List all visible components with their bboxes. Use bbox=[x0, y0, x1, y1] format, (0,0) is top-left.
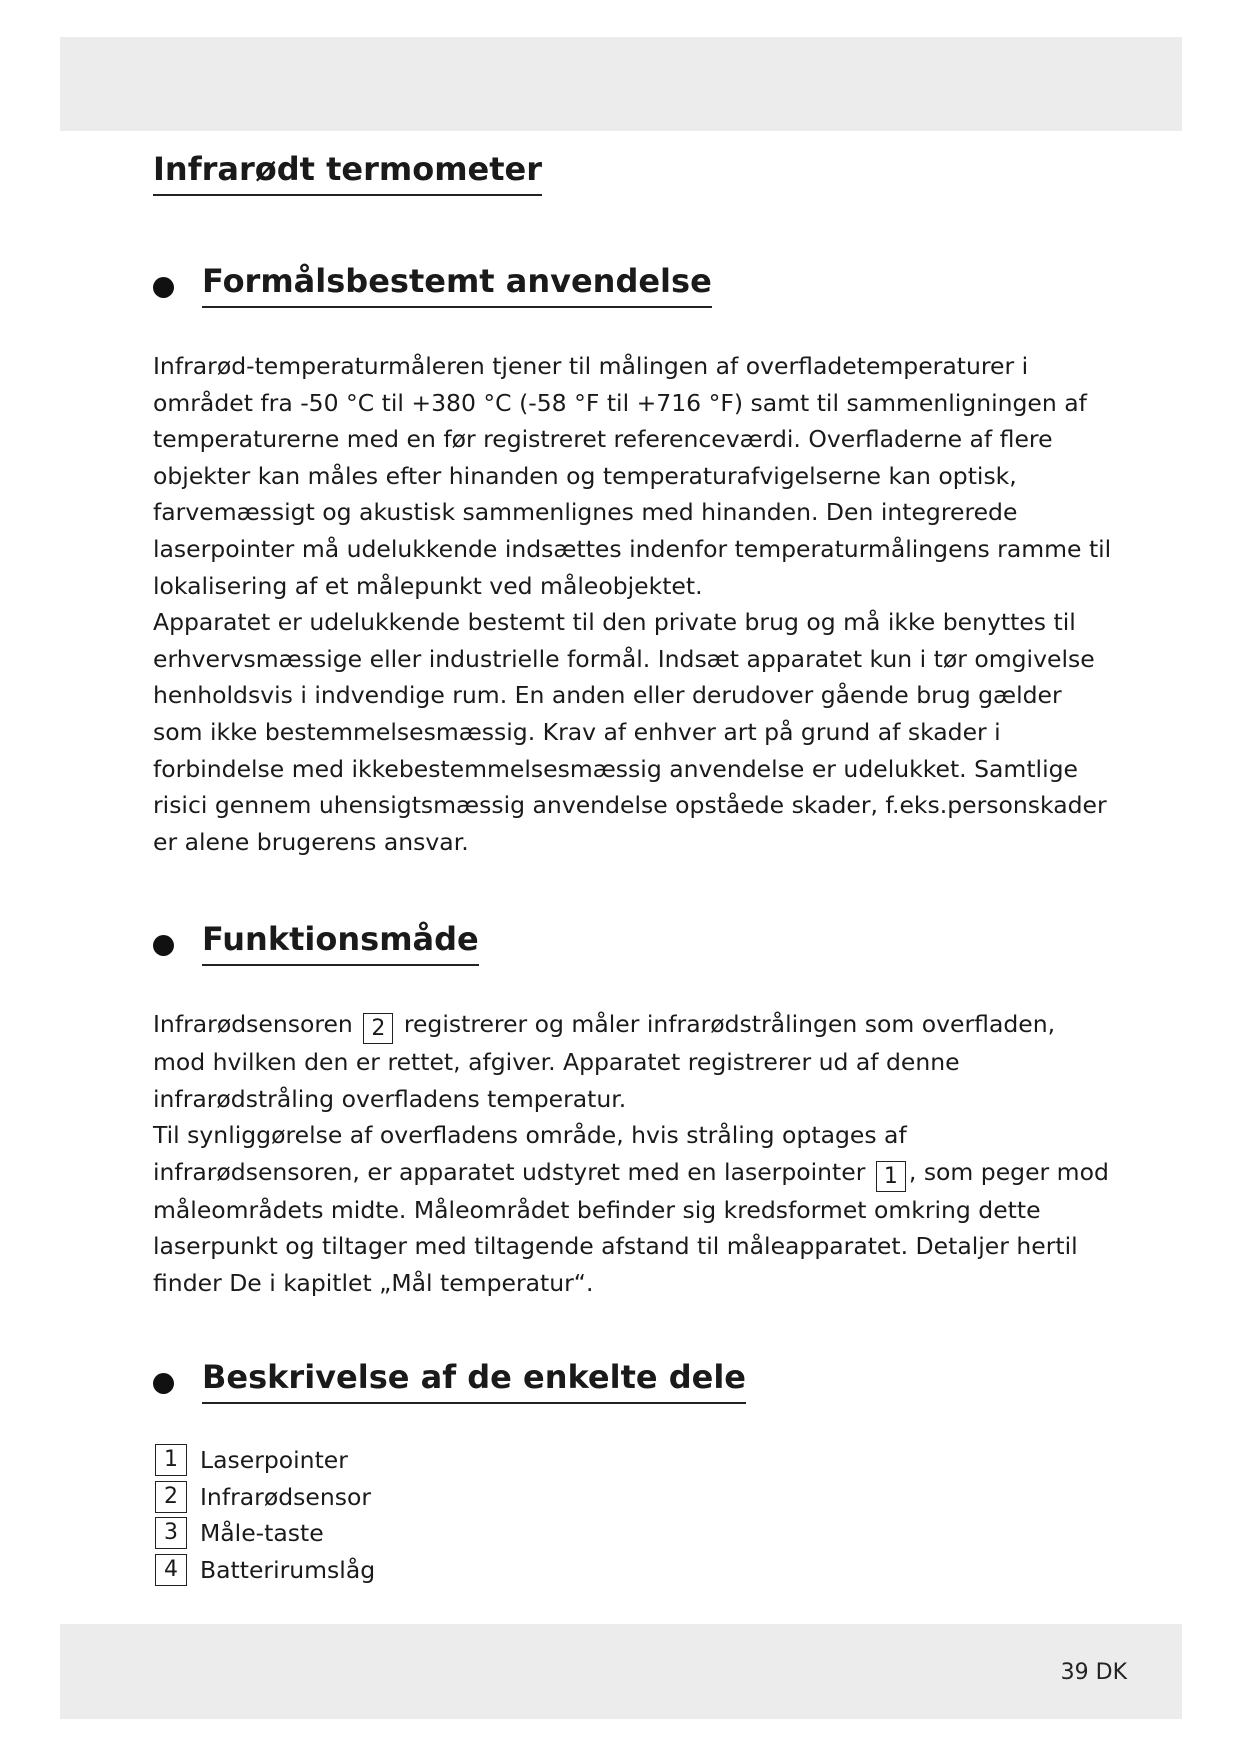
bullet-icon bbox=[153, 277, 174, 298]
paragraph-text: , som peger mod måleområdets midte. Måleområdet befinder sig kredsformet omkring dette laserpunkt og tiltager med tiltagende afstand til måleapparatet. Detaljer hertil finder De i kapitlet „Mål temperatur“. bbox=[153, 1157, 1109, 1297]
part-number: 2 bbox=[155, 1481, 187, 1513]
part-label: Infrarødsensor bbox=[200, 1482, 371, 1511]
section-heading bbox=[153, 920, 1113, 966]
list-item bbox=[155, 1552, 1113, 1589]
section-heading bbox=[153, 262, 1113, 308]
part-number: 1 bbox=[155, 1444, 187, 1476]
part-label: Batterirumslåg bbox=[200, 1556, 376, 1585]
list-item bbox=[155, 1442, 1113, 1479]
part-label: Måle-taste bbox=[200, 1519, 324, 1548]
heading-text: Funktionsmåde bbox=[202, 920, 479, 966]
part-number: 4 bbox=[155, 1554, 187, 1586]
bullet-icon bbox=[153, 935, 174, 956]
section-function bbox=[153, 920, 1113, 1302]
footer-band bbox=[60, 1624, 1182, 1719]
document-title: Infrarødt termometer bbox=[153, 150, 542, 196]
paragraph bbox=[153, 1006, 1113, 1302]
part-number: 3 bbox=[155, 1517, 187, 1549]
parts-list bbox=[155, 1442, 1113, 1588]
part-reference-1: 1 bbox=[876, 1161, 906, 1192]
heading-text: Beskrivelse af de enkelte dele bbox=[202, 1358, 746, 1404]
header-band bbox=[60, 37, 1182, 131]
section-heading bbox=[153, 1358, 1113, 1404]
list-item bbox=[155, 1515, 1113, 1552]
paragraph-text: Apparatet er udelukkende bestemt til den private brug og må ikke benyttes til erhvervsmæssige eller industrielle formål. Indsæt apparatet kun i tør omgivelse henholdsvis i indvendige rum. En anden eller derudover gående brug gælder som ikke bestemmelsesmæssig. Krav af enhver art på grund af skader i forbindelse med ikkebestemmelsesmæssig anvendelse er udelukket. Samtlige risici gennem uhensigtsmæssig anvendelse opståede skader, f.eks.personskader er alene brugerens ansvar. bbox=[153, 608, 1107, 856]
paragraph-text: Infrarødsensoren bbox=[153, 1010, 353, 1038]
bullet-icon bbox=[153, 1373, 174, 1394]
page-number: 39 DK bbox=[1060, 1660, 1127, 1685]
section-intended-use bbox=[153, 262, 1113, 860]
paragraph-text: registrerer og måler infrarødstrålingen som overfladen, mod hvilken den er rettet, afgiver. Apparatet registrerer ud af denne infrarødstråling overfladens temperatur. bbox=[153, 1010, 1056, 1113]
paragraph-text: Infrarød-temperaturmåleren tjener til målingen af overfladetemperaturer i området fra -50 °C til +380 °C (-58 °F til +716 °F) samt til sammenligningen af temperaturerne med en før registreret referenceværdi. Overfladerne af flere objekter kan måles efter hinanden og temperaturafvigelserne kan optisk, farvemæssigt og akustisk sammenlignes med hinanden. Den integrerede laserpointer må udelukkende indsættes indenfor temperaturmålingens ramme til lokalisering af et målepunkt ved måleobjektet. bbox=[153, 352, 1112, 600]
section-parts-description bbox=[153, 1358, 1113, 1588]
part-label: Laserpointer bbox=[200, 1446, 348, 1475]
part-reference-2: 2 bbox=[363, 1013, 393, 1044]
list-item bbox=[155, 1479, 1113, 1516]
paragraph-text: Til synliggørelse af overfladens område, hvis stråling optages af infrarødsensoren, er apparatet udstyret med en laserpointer bbox=[153, 1121, 907, 1186]
heading-text: Formålsbestemt anvendelse bbox=[202, 262, 712, 308]
paragraph bbox=[153, 348, 1113, 860]
